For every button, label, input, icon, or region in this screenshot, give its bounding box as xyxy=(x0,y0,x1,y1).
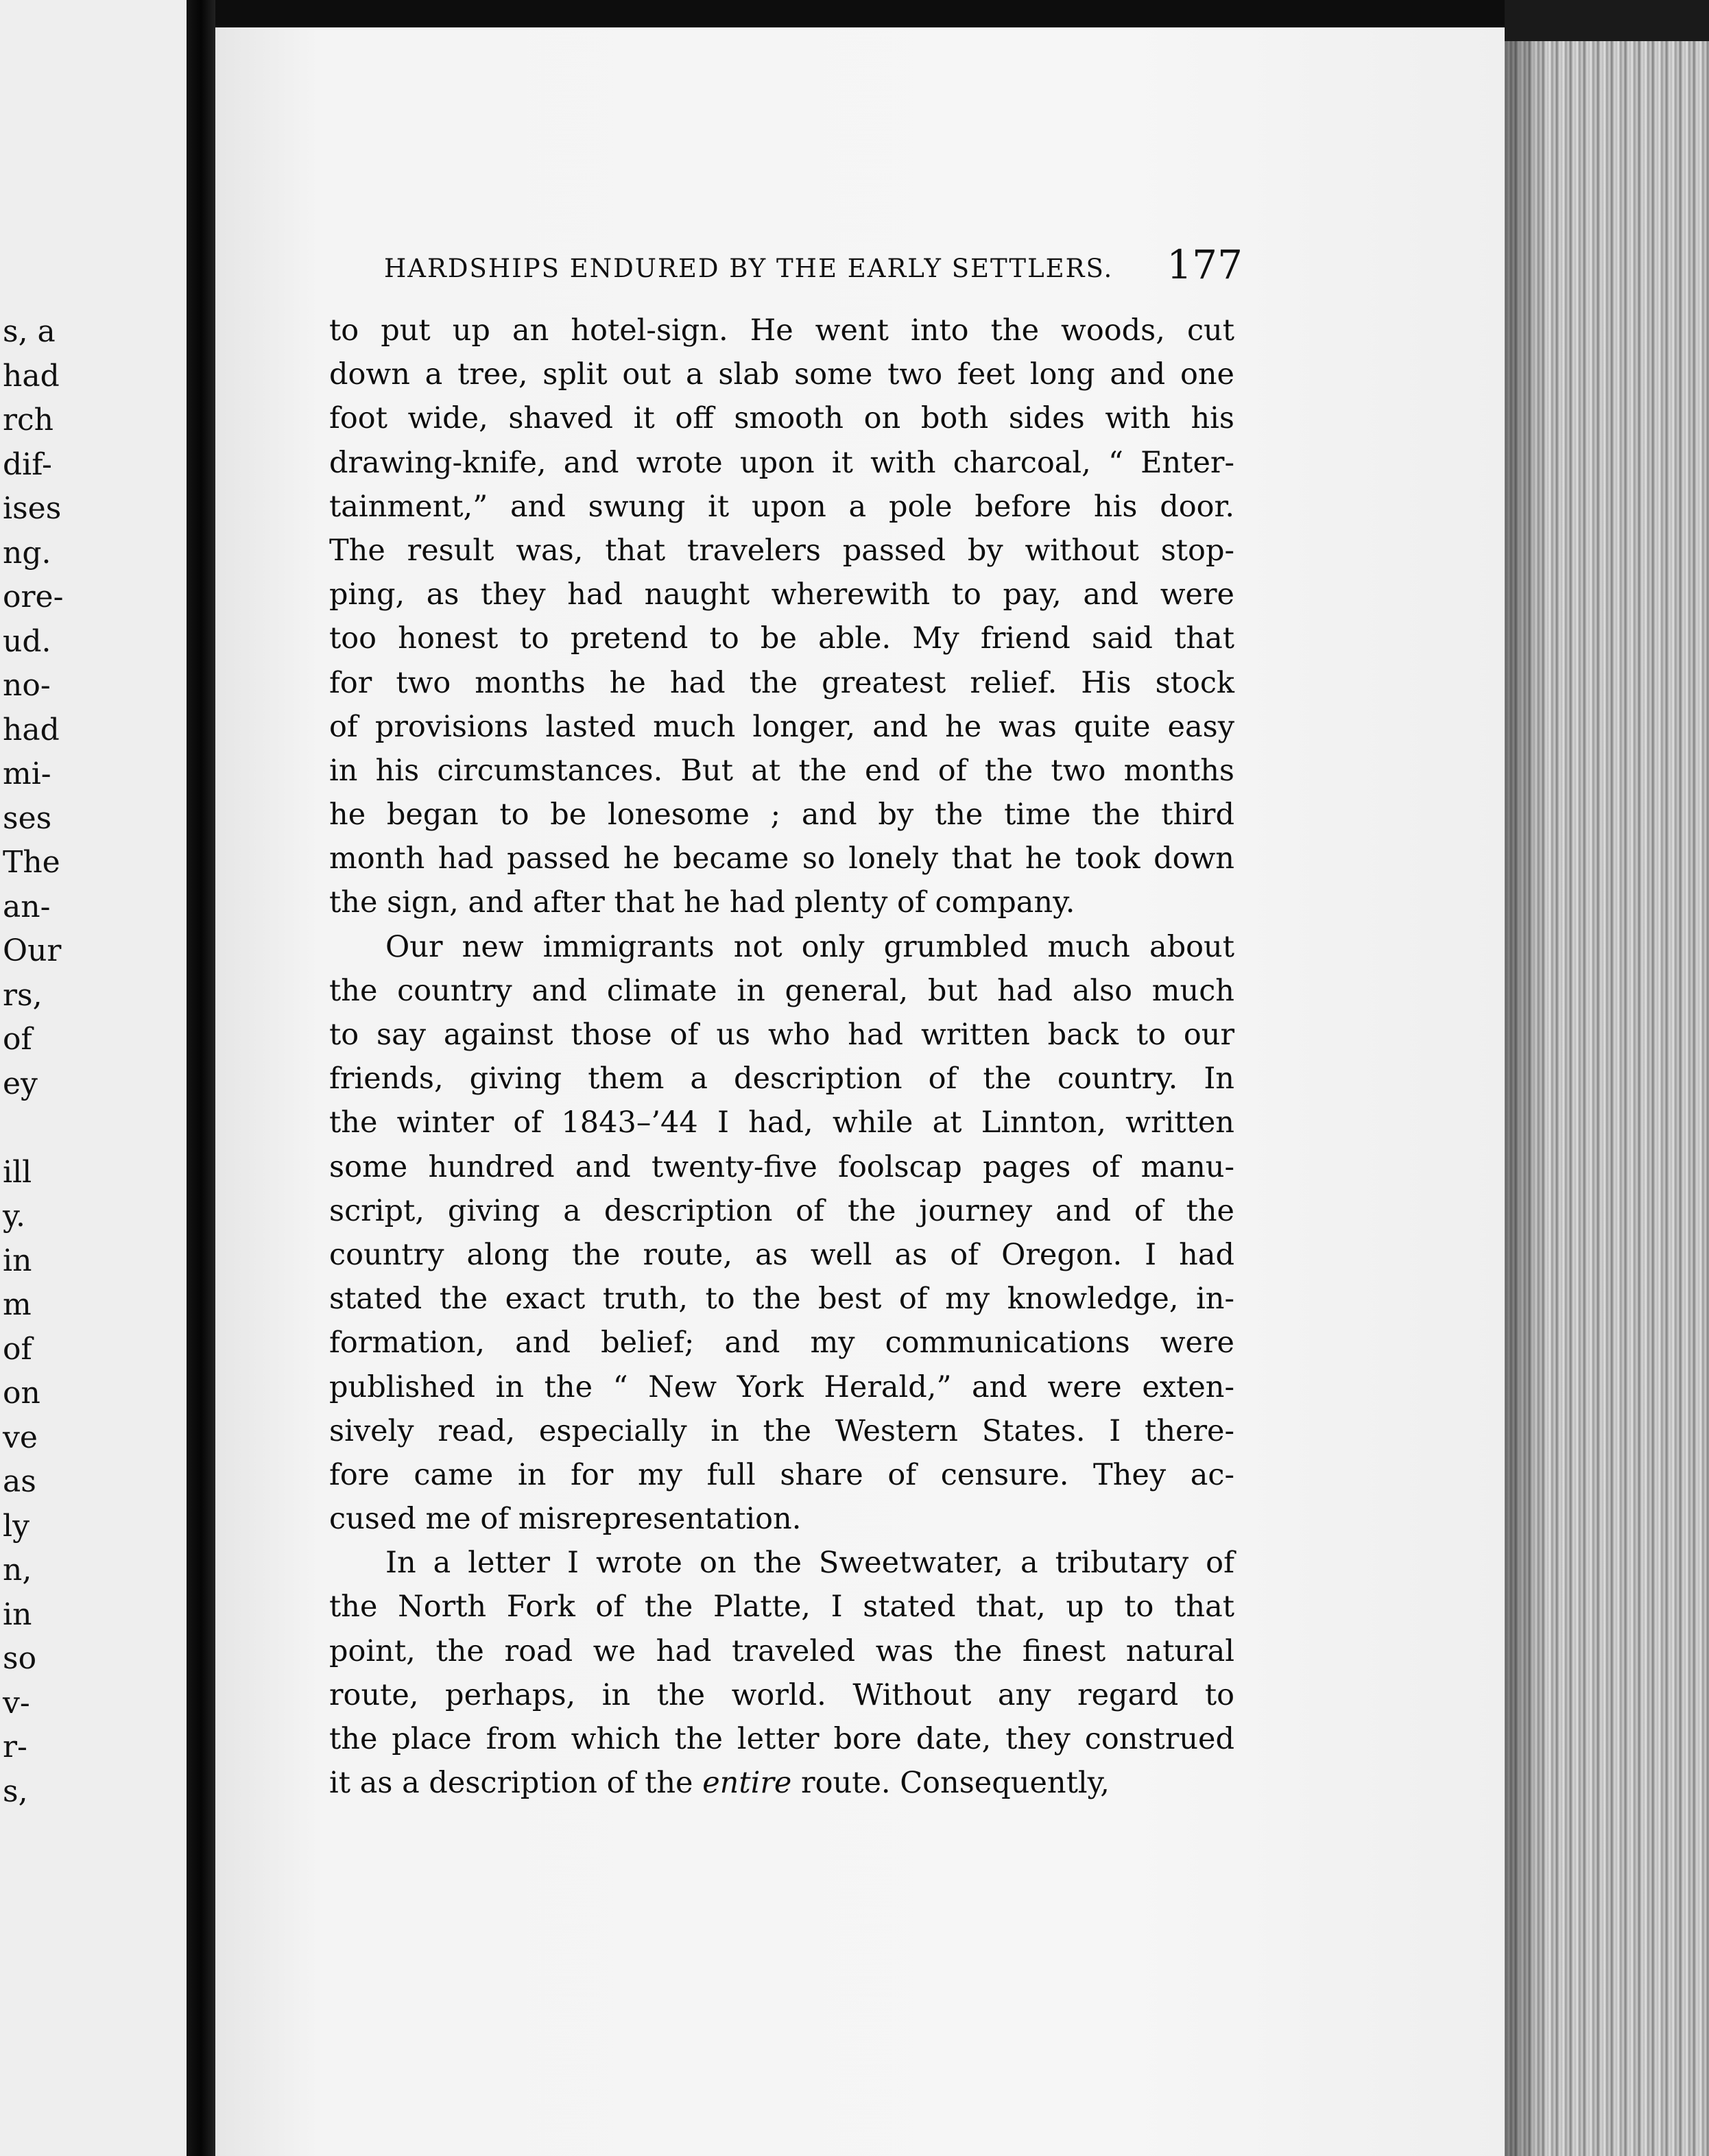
text-line: to put up an hotel-sign. He went into the woods, cut xyxy=(329,313,1234,348)
left-page-fragment: ore- xyxy=(3,579,64,614)
text-line: the sign, and after that he had plenty of company. xyxy=(329,885,1075,920)
left-page-fragment: so xyxy=(3,1641,37,1676)
text-line: the country and climate in general, but had also much xyxy=(329,973,1234,1008)
text-line: sively read, especially in the Western States. I there- xyxy=(329,1413,1234,1448)
left-page-fragment: ses xyxy=(3,800,52,836)
left-page-fragment: no- xyxy=(3,668,51,703)
text-line: to say against those of us who had written back to our xyxy=(329,1018,1234,1052)
text-line: formation, and belief; and my communications were xyxy=(329,1326,1234,1361)
text-line: of provisions lasted much longer, and he was quite easy xyxy=(329,709,1234,744)
page-number: 177 xyxy=(1167,241,1243,288)
text-line: month had passed he became so lonely that he took down xyxy=(329,841,1234,876)
left-page-fragment: mi- xyxy=(3,756,51,791)
text-line: published in the “ New York Herald,” and were exten- xyxy=(329,1369,1234,1404)
left-page-fragment: v- xyxy=(3,1685,30,1721)
left-page-fragment: rch xyxy=(3,403,54,438)
text-line: friends, giving them a description of the country. In xyxy=(329,1062,1234,1097)
text-line: drawing-knife, and wrote upon it with charcoal, “ Enter- xyxy=(329,445,1234,480)
left-page-fragment: ey xyxy=(3,1066,38,1101)
text-line: it as a description of the entire route. Consequently, xyxy=(329,1766,1110,1801)
text-line: the place from which the letter bore date, they construed xyxy=(329,1722,1234,1756)
text-line: tainment,” and swung it upon a pole before his door. xyxy=(329,489,1234,524)
italic-emphasis: entire xyxy=(702,1766,792,1801)
left-page-fragment: had xyxy=(3,712,60,747)
top-shadow xyxy=(215,0,1505,27)
left-page-fragment: ve xyxy=(3,1420,38,1455)
text-line: Our new immigrants not only grumbled much about xyxy=(385,929,1234,964)
left-page-fragment: in xyxy=(3,1243,32,1278)
left-page-fragment: of xyxy=(3,1331,32,1367)
text-line: ping, as they had naught wherewith to pay, and were xyxy=(329,577,1234,612)
left-page-fragment: on xyxy=(3,1376,40,1411)
text-line: fore came in for my full share of censure. They ac- xyxy=(329,1457,1234,1492)
left-page-fragment: rs, xyxy=(3,977,43,1013)
left-page-fragment: ud. xyxy=(3,623,51,659)
left-page-fragment: s, xyxy=(3,1773,28,1809)
text-line: country along the route, as well as of Oregon. I had xyxy=(329,1237,1234,1272)
text-line: route, perhaps, in the world. Without any regard to xyxy=(329,1677,1234,1712)
left-page-fragment: s, a xyxy=(3,314,56,349)
text-line: The result was, that travelers passed by without stop- xyxy=(329,533,1234,568)
left-page-fragment: y. xyxy=(3,1199,25,1234)
book-gutter xyxy=(187,0,215,2156)
running-head: HARDSHIPS ENDURED BY THE EARLY SETTLERS. xyxy=(384,254,1114,283)
body-text xyxy=(329,309,1234,1805)
left-page-fragment: ly xyxy=(3,1508,29,1544)
left-page-fragment: ill xyxy=(3,1154,32,1190)
text-line: in his circumstances. But at the end of the two months xyxy=(329,753,1234,788)
left-page-fragment: an- xyxy=(3,889,51,924)
left-page-fragment: ises xyxy=(3,491,62,526)
left-page-edge xyxy=(0,0,187,2156)
text-line: he began to be lonesome ; and by the time the third xyxy=(329,798,1234,833)
text-line: too honest to pretend to be able. My friend said that xyxy=(329,621,1234,656)
left-page-fragment: ng. xyxy=(3,535,51,571)
text-line: foot wide, shaved it off smooth on both sides with his xyxy=(329,401,1234,436)
left-page-fragment: in xyxy=(3,1596,32,1632)
left-page-fragment: of xyxy=(3,1022,32,1057)
text-line: the winter of 1843–’44 I had, while at Linnton, written xyxy=(329,1105,1234,1140)
left-page-fragment: Our xyxy=(3,933,62,968)
left-page-fragment: as xyxy=(3,1464,36,1499)
left-page-fragment: m xyxy=(3,1287,32,1322)
text-line: script, giving a description of the journey and of the xyxy=(329,1193,1234,1228)
text-line: some hundred and twenty-five foolscap pages of manu- xyxy=(329,1149,1234,1184)
left-page-fragment: n, xyxy=(3,1553,32,1588)
text-line: In a letter I wrote on the Sweetwater, a tributary of xyxy=(385,1546,1234,1581)
text-line: cused me of misrepresentation. xyxy=(329,1502,802,1537)
left-page-fragment: The xyxy=(3,845,60,880)
text-line: stated the exact truth, to the best of my knowledge, in- xyxy=(329,1282,1234,1317)
left-page-fragment: dif- xyxy=(3,446,52,482)
text-line: for two months he had the greatest relief. His stock xyxy=(329,665,1234,700)
text-line: the North Fork of the Platte, I stated that, up to that xyxy=(329,1590,1234,1625)
text-line: down a tree, split out a slab some two feet long and one xyxy=(329,357,1234,392)
text-line: point, the road we had traveled was the finest natural xyxy=(329,1633,1234,1668)
fore-edge-shadow xyxy=(1505,41,1546,2156)
left-page-fragment: had xyxy=(3,358,60,394)
left-page-fragment: r- xyxy=(3,1729,27,1764)
